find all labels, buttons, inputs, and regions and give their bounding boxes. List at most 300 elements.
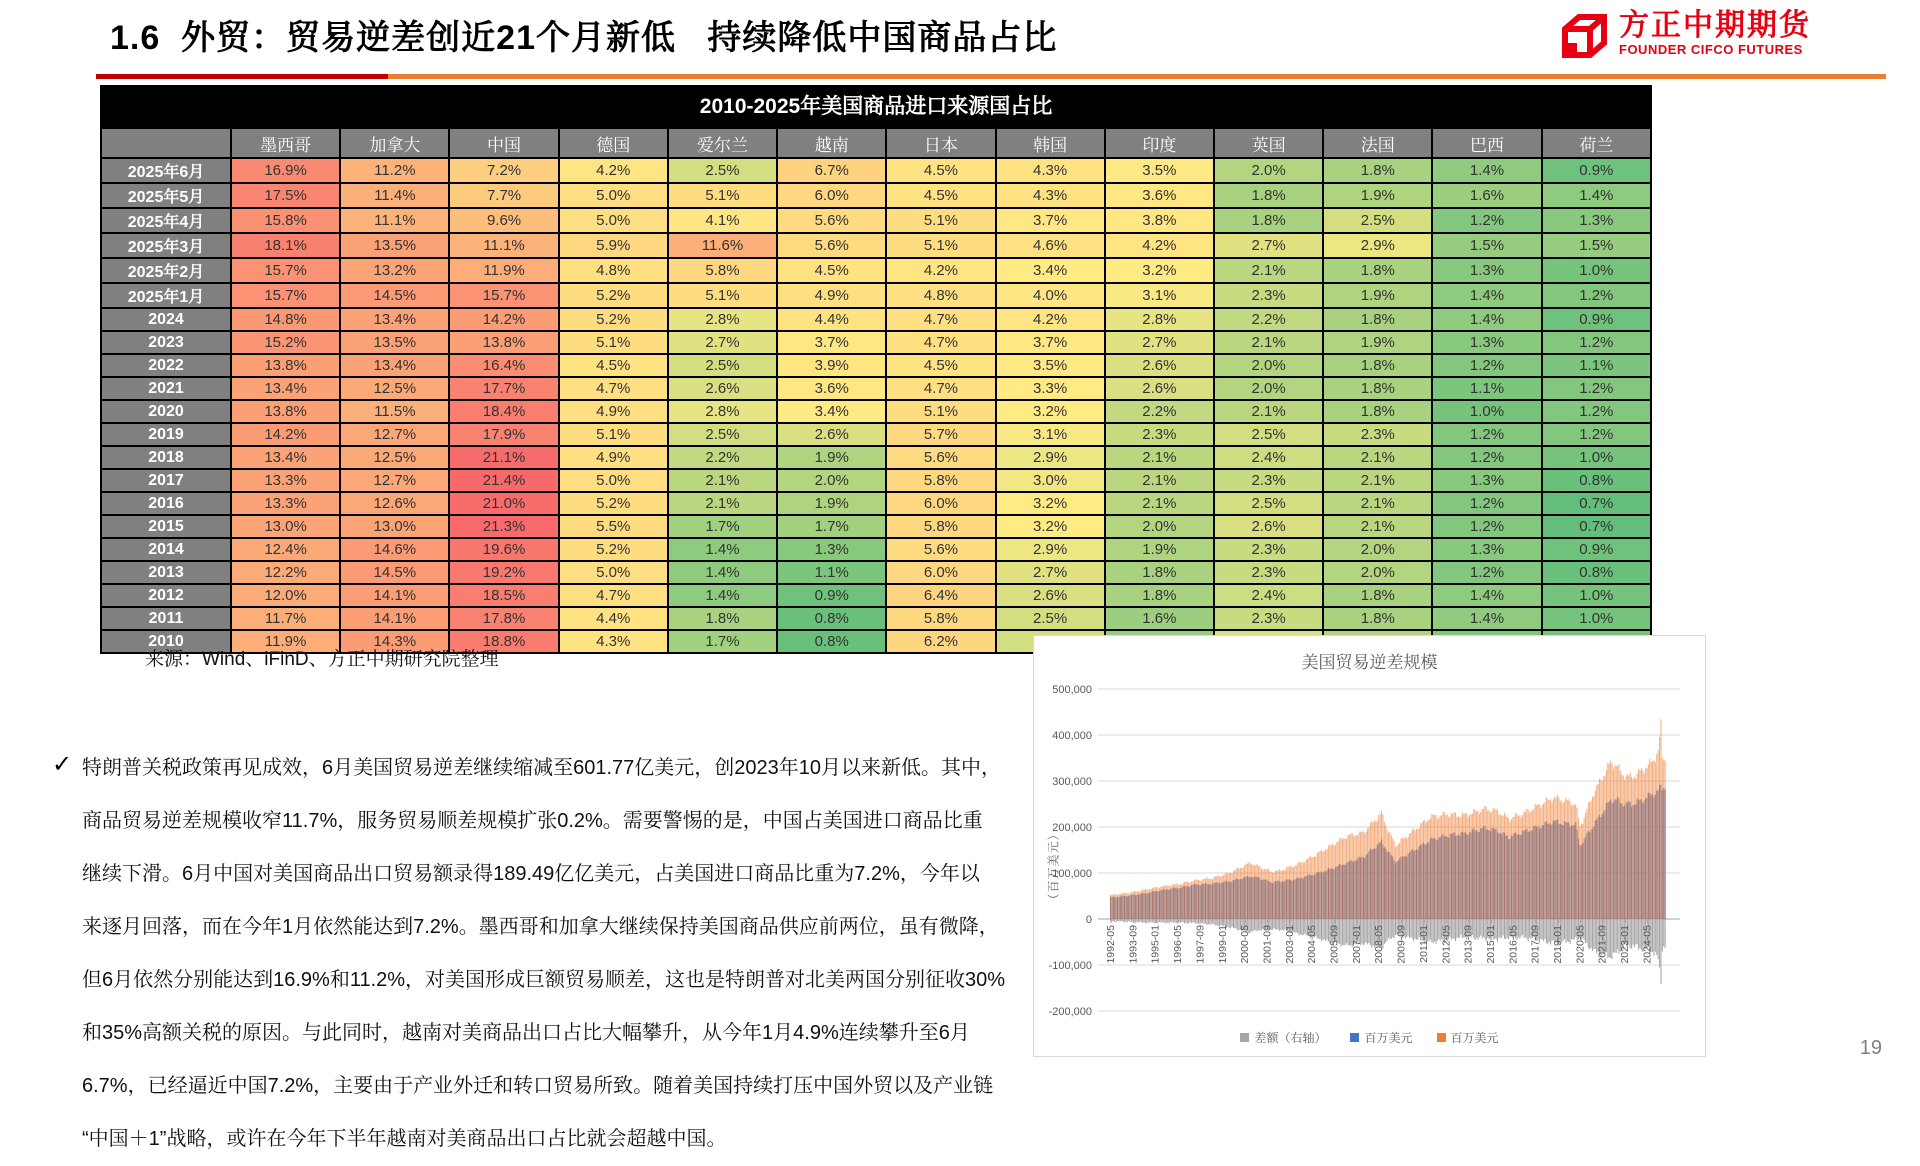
- heatmap-cell: 1.8%: [1323, 584, 1432, 607]
- heatmap-cell: 5.1%: [886, 233, 995, 258]
- heatmap-cell: 3.2%: [996, 515, 1105, 538]
- heatmap-cell: 16.9%: [231, 158, 340, 183]
- heatmap-cell: 4.7%: [886, 331, 995, 354]
- heatmap-cell: 3.2%: [996, 492, 1105, 515]
- svg-text:2024-05: 2024-05: [1641, 925, 1654, 964]
- heatmap-cell: 1.8%: [1323, 258, 1432, 283]
- heatmap-cell: 3.6%: [1105, 183, 1214, 208]
- heatmap-cell: 1.2%: [1432, 446, 1541, 469]
- heatmap-cell: 4.0%: [996, 283, 1105, 308]
- heatmap-cell: 2.6%: [996, 584, 1105, 607]
- heatmap-cell: 2.5%: [668, 423, 777, 446]
- import-share-heatmap: [100, 85, 1652, 654]
- column-header: 韩国: [996, 128, 1105, 158]
- svg-text:100,000: 100,000: [1052, 868, 1092, 880]
- heatmap-cell: 3.4%: [996, 258, 1105, 283]
- heatmap-cell: 2.4%: [1214, 446, 1323, 469]
- heatmap-cell: 2.3%: [1214, 607, 1323, 630]
- logo-text-cn: 方正中期期货: [1619, 9, 1811, 42]
- heatmap-cell: 2.7%: [668, 331, 777, 354]
- heatmap-cell: 2.9%: [996, 446, 1105, 469]
- heatmap-cell: 13.4%: [231, 377, 340, 400]
- heatmap-cell: 1.1%: [777, 561, 886, 584]
- heatmap-cell: 1.4%: [1432, 283, 1541, 308]
- column-header: 爱尔兰: [668, 128, 777, 158]
- heatmap-cell: 21.3%: [449, 515, 558, 538]
- heatmap-cell: 2.5%: [668, 354, 777, 377]
- heatmap-cell: 2.1%: [1323, 492, 1432, 515]
- svg-text:2023-01: 2023-01: [1619, 925, 1632, 964]
- heatmap-cell: 3.3%: [996, 377, 1105, 400]
- heatmap-cell: 6.0%: [886, 492, 995, 515]
- heatmap-cell: 6.4%: [886, 584, 995, 607]
- heatmap-cell: 1.6%: [1105, 607, 1214, 630]
- heatmap-cell: 11.1%: [340, 208, 449, 233]
- heatmap-cell: 11.2%: [340, 158, 449, 183]
- heatmap-cell: 1.4%: [1432, 158, 1541, 183]
- heatmap-cell: 1.8%: [1323, 607, 1432, 630]
- heatmap-cell: 17.7%: [449, 377, 558, 400]
- column-header: 墨西哥: [231, 128, 340, 158]
- chart-y-axis-label: （百万美元）: [1046, 827, 1061, 906]
- heatmap-cell: 18.4%: [449, 400, 558, 423]
- svg-text:300,000: 300,000: [1052, 776, 1092, 788]
- svg-text:2008-05: 2008-05: [1373, 925, 1386, 964]
- heatmap-cell: 3.7%: [777, 331, 886, 354]
- heatmap-cell: 5.1%: [559, 331, 668, 354]
- heatmap-cell: 4.2%: [1105, 233, 1214, 258]
- heatmap-cell: 2.2%: [668, 446, 777, 469]
- heatmap-cell: 2.1%: [1323, 446, 1432, 469]
- svg-text:2013-09: 2013-09: [1462, 925, 1475, 964]
- heatmap-cell: 12.5%: [340, 377, 449, 400]
- page-number: 19: [1859, 1037, 1882, 1059]
- heatmap-cell: 2.1%: [1105, 469, 1214, 492]
- heatmap-cell: 2.1%: [1105, 446, 1214, 469]
- heatmap-cell: 1.6%: [1432, 183, 1541, 208]
- heatmap-cell: 2.3%: [1214, 538, 1323, 561]
- heatmap-cell: 1.2%: [1432, 515, 1541, 538]
- heatmap-cell: 4.2%: [886, 258, 995, 283]
- legend-swatch-icon: [1240, 1033, 1249, 1042]
- row-label: 2018: [101, 446, 231, 469]
- heatmap-cell: 2.0%: [1214, 158, 1323, 183]
- heatmap-cell: 1.3%: [777, 538, 886, 561]
- heatmap-cell: 2.1%: [1214, 400, 1323, 423]
- heatmap-cell: 2.8%: [668, 308, 777, 331]
- heatmap-cell: 4.2%: [996, 308, 1105, 331]
- heatmap-cell: 7.7%: [449, 183, 558, 208]
- heatmap-cell: 1.9%: [1323, 331, 1432, 354]
- heatmap-cell: 1.0%: [1542, 607, 1651, 630]
- table-row: [101, 183, 1651, 208]
- svg-text:2011-01: 2011-01: [1417, 925, 1430, 963]
- heatmap-cell: 1.0%: [1542, 258, 1651, 283]
- heatmap-cell: 5.1%: [886, 208, 995, 233]
- heatmap-cell: 5.6%: [777, 208, 886, 233]
- heatmap-cell: 2.0%: [1323, 561, 1432, 584]
- heatmap-cell: 2.0%: [1105, 515, 1214, 538]
- heatmap-cell: 5.8%: [668, 258, 777, 283]
- row-label: 2025年5月: [101, 183, 231, 208]
- heatmap-cell: 1.9%: [1323, 283, 1432, 308]
- heatmap-cell: 4.5%: [886, 158, 995, 183]
- svg-text:1993-09: 1993-09: [1127, 925, 1140, 964]
- row-label: 2021: [101, 377, 231, 400]
- heatmap-cell: 0.8%: [777, 630, 886, 653]
- heatmap-cell: 14.2%: [231, 423, 340, 446]
- heatmap-cell: 13.3%: [231, 492, 340, 515]
- table-row: [101, 446, 1651, 469]
- title-underline-orange: [388, 74, 1886, 79]
- table-row: [101, 607, 1651, 630]
- analysis-line: 和35%高额关税的原因。与此同时，越南对美商品出口占比大幅攀升，从今年1月4.9%连续攀升至6月: [82, 1022, 970, 1044]
- heatmap-cell: 2.8%: [668, 400, 777, 423]
- heatmap-cell: 1.9%: [1323, 183, 1432, 208]
- heatmap-cell: 1.2%: [1432, 423, 1541, 446]
- heatmap-cell: 1.8%: [1105, 584, 1214, 607]
- heatmap-cell: 0.8%: [1542, 469, 1651, 492]
- heatmap-cell: 2.9%: [996, 538, 1105, 561]
- legend-label: 差额（右轴）: [1254, 1031, 1327, 1045]
- row-label: 2011: [101, 607, 231, 630]
- row-label: 2012: [101, 584, 231, 607]
- heatmap-cell: 4.8%: [886, 283, 995, 308]
- heatmap-cell: 5.8%: [886, 607, 995, 630]
- heatmap-cell: 3.1%: [996, 423, 1105, 446]
- heatmap-body: [101, 158, 1651, 653]
- heatmap-cell: 14.3%: [340, 630, 449, 653]
- heatmap-cell: 5.6%: [886, 538, 995, 561]
- heatmap-cell: 12.6%: [340, 492, 449, 515]
- heatmap-cell: 1.8%: [1214, 183, 1323, 208]
- heatmap-cell: 12.5%: [340, 446, 449, 469]
- svg-text:1999-01: 1999-01: [1216, 925, 1229, 964]
- svg-text:1997-09: 1997-09: [1194, 925, 1207, 964]
- heatmap-cell: 4.5%: [777, 258, 886, 283]
- row-label: 2024: [101, 308, 231, 331]
- heatmap-cell: 5.6%: [777, 233, 886, 258]
- row-label: 2019: [101, 423, 231, 446]
- svg-text:2000-05: 2000-05: [1239, 925, 1252, 964]
- heatmap-cell: 17.8%: [449, 607, 558, 630]
- heatmap-cell: 19.6%: [449, 538, 558, 561]
- table-row: [101, 233, 1651, 258]
- heatmap-cell: 1.4%: [1432, 584, 1541, 607]
- heatmap-cell: 4.7%: [886, 308, 995, 331]
- heatmap-cell: 11.9%: [449, 258, 558, 283]
- heatmap-cell: 1.0%: [1432, 400, 1541, 423]
- heatmap-cell: 19.2%: [449, 561, 558, 584]
- heatmap-cell: 1.4%: [1432, 308, 1541, 331]
- heatmap-header: [101, 128, 1651, 158]
- heatmap-cell: 5.7%: [886, 423, 995, 446]
- heatmap-cell: 1.0%: [1542, 584, 1651, 607]
- heatmap-table: [100, 127, 1652, 654]
- heatmap-cell: 1.3%: [1432, 538, 1541, 561]
- heatmap-cell: 14.1%: [340, 607, 449, 630]
- heatmap-cell: 1.4%: [668, 538, 777, 561]
- svg-text:2004-05: 2004-05: [1306, 925, 1319, 964]
- heatmap-cell: 5.2%: [559, 492, 668, 515]
- svg-text:0: 0: [1085, 914, 1092, 926]
- column-header: 巴西: [1432, 128, 1541, 158]
- table-row: [101, 538, 1651, 561]
- heatmap-cell: 3.5%: [1105, 158, 1214, 183]
- heatmap-cell: 2.6%: [1105, 354, 1214, 377]
- svg-text:500,000: 500,000: [1052, 684, 1092, 696]
- heatmap-cell: 0.8%: [1542, 561, 1651, 584]
- heatmap-cell: 2.4%: [1214, 584, 1323, 607]
- heatmap-cell: 1.9%: [777, 446, 886, 469]
- heatmap-cell: 5.9%: [559, 233, 668, 258]
- heatmap-cell: 2.5%: [996, 607, 1105, 630]
- heatmap-cell: 1.8%: [1323, 354, 1432, 377]
- heatmap-cell: 4.3%: [996, 158, 1105, 183]
- heatmap-corner-cell: [101, 128, 231, 158]
- table-row: [101, 400, 1651, 423]
- heatmap-cell: 6.2%: [886, 630, 995, 653]
- heatmap-cell: 2.6%: [777, 423, 886, 446]
- heatmap-cell: 14.6%: [340, 538, 449, 561]
- chart-bars-orange-group: [1110, 719, 1666, 919]
- heatmap-cell: 1.8%: [1323, 400, 1432, 423]
- heatmap-cell: 13.8%: [449, 331, 558, 354]
- heatmap-cell: 5.8%: [886, 515, 995, 538]
- heatmap-cell: 2.0%: [777, 469, 886, 492]
- heatmap-cell: 12.0%: [231, 584, 340, 607]
- heatmap-cell: 12.7%: [340, 469, 449, 492]
- row-label: 2022: [101, 354, 231, 377]
- heatmap-cell: 2.1%: [668, 492, 777, 515]
- heatmap-cell: 5.2%: [559, 538, 668, 561]
- legend-label: 百万美元: [1450, 1031, 1499, 1045]
- heatmap-cell: 6.7%: [777, 158, 886, 183]
- heatmap-cell: 1.2%: [1432, 208, 1541, 233]
- heatmap-cell: 2.1%: [1105, 492, 1214, 515]
- heatmap-cell: 0.9%: [777, 584, 886, 607]
- row-label: 2023: [101, 331, 231, 354]
- svg-text:1996-05: 1996-05: [1172, 925, 1185, 964]
- heatmap-cell: 2.1%: [1214, 258, 1323, 283]
- heatmap-cell: 13.8%: [231, 400, 340, 423]
- heatmap-cell: 15.8%: [231, 208, 340, 233]
- row-label: 2013: [101, 561, 231, 584]
- svg-text:1992-05: 1992-05: [1105, 925, 1117, 964]
- heatmap-cell: 0.9%: [1542, 308, 1651, 331]
- heatmap-cell: 6.0%: [777, 183, 886, 208]
- heatmap-cell: 11.1%: [449, 233, 558, 258]
- column-header: 印度: [1105, 128, 1214, 158]
- trade-deficit-chart: [1034, 636, 1705, 1056]
- heatmap-cell: 2.3%: [1323, 423, 1432, 446]
- row-label: 2010: [101, 630, 231, 653]
- heatmap-cell: 1.2%: [1542, 423, 1651, 446]
- heatmap-cell: 1.2%: [1432, 492, 1541, 515]
- heatmap-cell: 5.8%: [886, 469, 995, 492]
- heatmap-cell: 11.5%: [340, 400, 449, 423]
- table-row: [101, 492, 1651, 515]
- founder-cube-icon: [1557, 10, 1609, 67]
- heatmap-cell: 1.8%: [1323, 308, 1432, 331]
- svg-text:200,000: 200,000: [1052, 822, 1092, 834]
- heatmap-cell: 4.7%: [559, 584, 668, 607]
- legend-swatch-icon: [1437, 1033, 1446, 1042]
- heatmap-cell: 13.0%: [231, 515, 340, 538]
- heatmap-cell: 1.8%: [668, 607, 777, 630]
- heatmap-cell: 3.1%: [1105, 283, 1214, 308]
- svg-text:2019-01: 2019-01: [1552, 925, 1565, 964]
- heatmap-cell: 2.5%: [668, 158, 777, 183]
- chart-legend: [1034, 1029, 1705, 1046]
- heatmap-cell: 0.8%: [777, 607, 886, 630]
- heatmap-cell: 2.0%: [1323, 538, 1432, 561]
- heatmap-cell: 11.7%: [231, 607, 340, 630]
- svg-text:2001-09: 2001-09: [1261, 925, 1274, 964]
- heatmap-cell: 13.5%: [340, 233, 449, 258]
- row-label: 2017: [101, 469, 231, 492]
- heatmap-cell: 1.2%: [1542, 377, 1651, 400]
- table-row: [101, 354, 1651, 377]
- heatmap-cell: 1.2%: [1542, 400, 1651, 423]
- heatmap-cell: 4.5%: [886, 183, 995, 208]
- heatmap-cell: 4.7%: [559, 377, 668, 400]
- row-label: 2015: [101, 515, 231, 538]
- heatmap-cell: 2.7%: [1105, 331, 1214, 354]
- svg-text:2012-05: 2012-05: [1440, 925, 1453, 964]
- page-title: 1.6 外贸：贸易逆差创近21个月新低 持续降低中国商品占比: [110, 19, 1058, 57]
- heatmap-cell: 4.6%: [996, 233, 1105, 258]
- heatmap-cell: 17.5%: [231, 183, 340, 208]
- heatmap-cell: 5.0%: [559, 561, 668, 584]
- svg-text:2005-09: 2005-09: [1328, 925, 1341, 964]
- heatmap-cell: 1.4%: [1542, 183, 1651, 208]
- table-row: [101, 469, 1651, 492]
- heatmap-cell: 1.4%: [668, 584, 777, 607]
- heatmap-cell: 1.5%: [1432, 233, 1541, 258]
- heatmap-cell: 1.7%: [777, 515, 886, 538]
- heatmap-cell: 5.5%: [559, 515, 668, 538]
- legend-item: [1240, 1029, 1326, 1046]
- heatmap-cell: 1.8%: [1323, 377, 1432, 400]
- svg-text:2020-05: 2020-05: [1574, 925, 1587, 964]
- heatmap-cell: 2.1%: [1323, 515, 1432, 538]
- column-header: 英国: [1214, 128, 1323, 158]
- logo-text-en: FOUNDER CIFCO FUTURES: [1619, 42, 1803, 57]
- heatmap-cell: 2.7%: [1214, 233, 1323, 258]
- heatmap-cell: 1.3%: [1542, 208, 1651, 233]
- heatmap-cell: 15.7%: [449, 283, 558, 308]
- heatmap-cell: 2.5%: [1323, 208, 1432, 233]
- heatmap-title: 2010-2025年美国商品进口来源国占比: [100, 85, 1652, 127]
- heatmap-cell: 1.3%: [1432, 258, 1541, 283]
- heatmap-cell: 1.2%: [1542, 283, 1651, 308]
- heatmap-cell: 21.0%: [449, 492, 558, 515]
- heatmap-cell: 5.1%: [668, 183, 777, 208]
- legend-item: [1350, 1029, 1412, 1046]
- heatmap-cell: 2.2%: [1105, 400, 1214, 423]
- heatmap-cell: 2.5%: [1214, 492, 1323, 515]
- heatmap-cell: 4.3%: [996, 183, 1105, 208]
- heatmap-cell: 4.7%: [886, 377, 995, 400]
- heatmap-cell: 14.1%: [340, 584, 449, 607]
- heatmap-cell: 3.7%: [996, 208, 1105, 233]
- heatmap-cell: 12.4%: [231, 538, 340, 561]
- svg-text:2016-05: 2016-05: [1507, 925, 1520, 964]
- analysis-line: 6.7%，已经逼近中国7.2%，主要由于产业外迁和转口贸易所致。随着美国持续打压中国外贸以及产业链: [82, 1075, 994, 1097]
- legend-item: [1437, 1029, 1499, 1046]
- heatmap-cell: 2.0%: [1214, 354, 1323, 377]
- heatmap-cell: 1.7%: [668, 515, 777, 538]
- heatmap-cell: 2.8%: [1105, 308, 1214, 331]
- heatmap-cell: 13.4%: [340, 354, 449, 377]
- svg-text:2017-09: 2017-09: [1529, 925, 1542, 964]
- analysis-line: 来逐月回落，而在今年1月依然能达到7.2%。墨西哥和加拿大继续保持美国商品供应前两位，虽有微降，: [82, 916, 999, 938]
- heatmap-cell: 2.3%: [1214, 283, 1323, 308]
- heatmap-cell: 4.5%: [886, 354, 995, 377]
- analysis-line: 商品贸易逆差规模收窄11.7%，服务贸易顺差规模扩张0.2%。需要警惕的是，中国占美国进口商品比重: [82, 810, 983, 832]
- table-row: [101, 561, 1651, 584]
- heatmap-cell: 13.5%: [340, 331, 449, 354]
- heatmap-cell: 3.9%: [777, 354, 886, 377]
- heatmap-cell: 18.1%: [231, 233, 340, 258]
- heatmap-cell: 3.2%: [1105, 258, 1214, 283]
- heatmap-cell: 5.6%: [886, 446, 995, 469]
- heatmap-cell: 1.9%: [1105, 538, 1214, 561]
- table-row: [101, 283, 1651, 308]
- heatmap-cell: 5.1%: [886, 400, 995, 423]
- heatmap-cell: 1.4%: [668, 561, 777, 584]
- heatmap-cell: 13.2%: [340, 258, 449, 283]
- heatmap-cell: 5.0%: [559, 469, 668, 492]
- heatmap-cell: 12.7%: [340, 423, 449, 446]
- heatmap-cell: 4.3%: [559, 630, 668, 653]
- row-label: 2025年4月: [101, 208, 231, 233]
- heatmap-cell: 9.6%: [449, 208, 558, 233]
- heatmap-cell: 2.1%: [1323, 469, 1432, 492]
- analysis-line: “中国＋1”战略，或许在今年下半年越南对美商品出口占比就会超越中国。: [82, 1128, 727, 1150]
- heatmap-cell: 13.4%: [231, 446, 340, 469]
- table-row: [101, 515, 1651, 538]
- heatmap-cell: 11.9%: [231, 630, 340, 653]
- table-row: [101, 158, 1651, 183]
- row-label: 2025年1月: [101, 283, 231, 308]
- heatmap-cell: 3.2%: [996, 400, 1105, 423]
- heatmap-cell: 1.3%: [1432, 469, 1541, 492]
- analysis-paragraph: [82, 742, 1072, 1166]
- heatmap-cell: 1.9%: [777, 492, 886, 515]
- heatmap-cell: 18.5%: [449, 584, 558, 607]
- heatmap-cell: 2.1%: [1214, 331, 1323, 354]
- trade-deficit-chart-panel: [1033, 635, 1706, 1057]
- source-note: 来源：Wind、iFinD、方正中期研究院整理: [145, 649, 499, 670]
- heatmap-cell: 6.0%: [886, 561, 995, 584]
- heatmap-cell: 18.8%: [449, 630, 558, 653]
- heatmap-cell: 0.7%: [1542, 515, 1651, 538]
- heatmap-cell: 12.2%: [231, 561, 340, 584]
- row-label: 2025年6月: [101, 158, 231, 183]
- heatmap-cell: 5.0%: [559, 208, 668, 233]
- heatmap-cell: 13.4%: [340, 308, 449, 331]
- heatmap-cell: 4.2%: [559, 158, 668, 183]
- svg-text:2009-09: 2009-09: [1395, 925, 1408, 964]
- heatmap-cell: 2.6%: [1105, 377, 1214, 400]
- table-row: [101, 208, 1651, 233]
- heatmap-cell: 5.1%: [668, 283, 777, 308]
- row-label: 2020: [101, 400, 231, 423]
- svg-text:400,000: 400,000: [1052, 730, 1092, 742]
- heatmap-cell: 2.3%: [1105, 423, 1214, 446]
